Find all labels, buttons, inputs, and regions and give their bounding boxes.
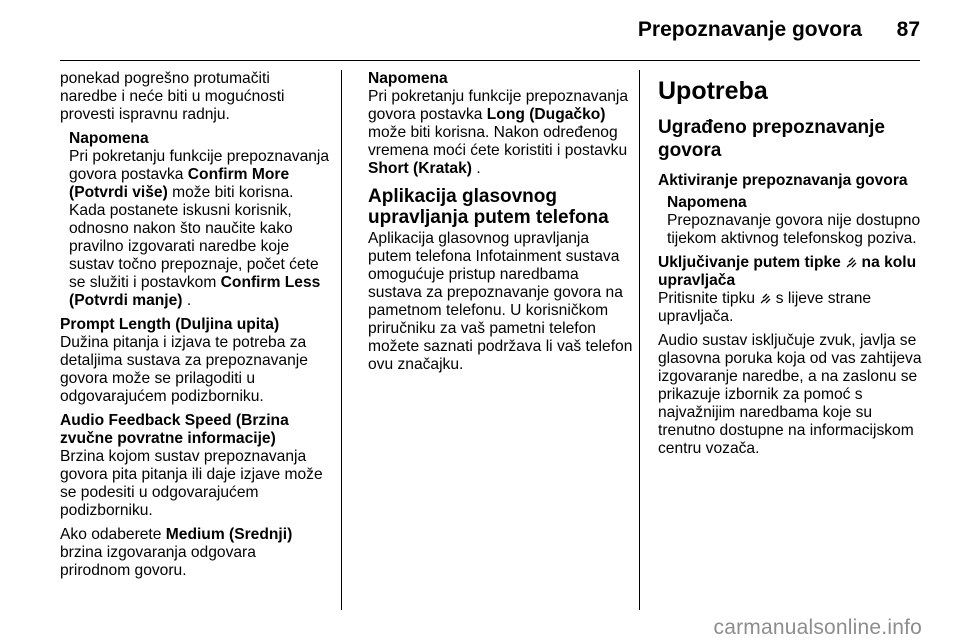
audio-feedback-text: Brzina kojom sustav prepoznavanja govora pita pitanja ili daje izjave može se podesiti u odgovarajućem podizborniku. bbox=[60, 448, 323, 519]
note-text: Pri pokretanju funkcije prepoznavanja govora postavka bbox=[69, 148, 330, 183]
note-label: Napomena bbox=[368, 70, 448, 87]
column-divider-1 bbox=[341, 70, 342, 610]
note-availability bbox=[667, 194, 923, 248]
note-label: Napomena bbox=[69, 130, 149, 147]
note-text: Pri pokretanju funkcije prepoznavanja govora postavka bbox=[368, 88, 629, 123]
column-2 bbox=[368, 70, 633, 380]
column-1 bbox=[60, 70, 330, 586]
medium-text: brzina izgovaranja odgovara prirodnom govoru. bbox=[60, 544, 256, 579]
prompt-length-heading: Prompt Length (Duljina upita) bbox=[60, 316, 280, 333]
note-text: . bbox=[476, 160, 481, 177]
audio-system-text: Audio sustav isključuje zvuk, javlja se glasovna poruka koja od vas zahtijeva izgovaranje naredbe, a na zaslonu se prikazuje izbornik za pomoć s najvažnijim naredbama koje su trenutno dostupne na informacijskom centru vozača. bbox=[658, 332, 922, 457]
medium-paragraph bbox=[60, 526, 330, 580]
switch-heading-text: Uključivanje putem tipke bbox=[658, 254, 841, 271]
switch-heading bbox=[658, 254, 923, 290]
note-bold-text: Confirm More (Potvrdi više) bbox=[69, 166, 290, 201]
phone-app-heading: Aplikacija glasovnog upravljanja putem telefona bbox=[368, 186, 609, 228]
note-text: . bbox=[186, 292, 192, 309]
page-title: Prepoznavanje govora bbox=[637, 18, 862, 41]
section-subtitle: Ugrađeno prepoznavanje govora bbox=[658, 117, 885, 161]
note-bold-text: Confirm Less (Potvrdi manje) bbox=[69, 274, 321, 309]
note-body bbox=[69, 148, 330, 310]
audio-feedback-heading: Audio Feedback Speed (Brzina zvučne povratne informacije) bbox=[60, 412, 289, 447]
steering-voice-icon bbox=[845, 255, 857, 269]
note-confirm bbox=[69, 130, 330, 310]
page-number: 87 bbox=[896, 18, 920, 41]
note-bold-text: Short (Kratak) bbox=[368, 160, 472, 177]
column-3 bbox=[658, 70, 923, 464]
activation-heading: Aktiviranje prepoznavanja govora bbox=[658, 172, 908, 189]
note-text: može biti korisna. Kada postanete iskusni korisnik, odnosno nakon što naučite kako pravilno izgovarati naredbe koje sustav točno prepoznaje, počet ćete se služiti i postavkom bbox=[69, 184, 319, 291]
note-bold-text: Long (Dugačko) bbox=[486, 106, 606, 123]
medium-text: Ako odaberete bbox=[60, 526, 162, 543]
intro-paragraph: ponekad pogrešno protumačiti naredbe i neće biti u mogućnosti provesti ispravnu radnju. bbox=[60, 70, 285, 123]
phone-app-text: Aplikacija glasovnog upravljanja putem telefona Infotainment sustava omogućuje pristup naredbama sustava za prepoznavanje govora na pametnom telefonu. U korisničkom priručniku za vaš pametni telefon možete saznati podržava li vaš telefon ovu značajku. bbox=[368, 230, 633, 373]
header-rule bbox=[60, 60, 920, 61]
section-title: Upotreba bbox=[658, 77, 768, 105]
switch-heading-text: na kolu upravljača bbox=[658, 254, 917, 289]
note-body bbox=[368, 88, 633, 178]
note-body: Prepoznavanje govora nije dostupno tijekom aktivnog telefonskog poziva. bbox=[667, 212, 921, 247]
press-paragraph bbox=[658, 290, 923, 326]
prompt-length-text: Dužina pitanja i izjava te potreba za detaljima sustava za prepoznavanje govora može se prilagoditi u odgovarajućem podizborniku. bbox=[60, 334, 308, 405]
steering-voice-icon bbox=[759, 291, 771, 305]
note-text: može biti korisna. Nakon određenog vremena moći ćete koristiti i postavku bbox=[368, 124, 628, 159]
press-text: Pritisnite tipku bbox=[658, 290, 756, 307]
medium-bold-text: Medium (Srednji) bbox=[165, 526, 293, 543]
press-text: s lijeve strane upravljača. bbox=[658, 290, 872, 325]
column-divider-2 bbox=[639, 70, 640, 610]
note-label: Napomena bbox=[667, 194, 747, 211]
footer-watermark: carmanualsonline.info bbox=[713, 616, 922, 639]
note-length bbox=[368, 70, 633, 178]
